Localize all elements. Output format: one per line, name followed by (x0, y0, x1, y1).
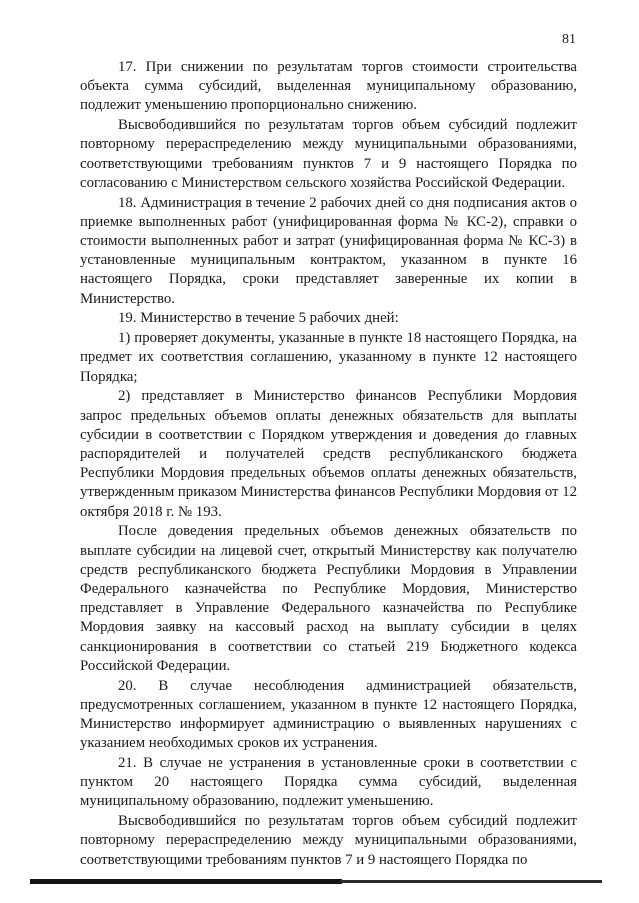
paragraph-19-after: После доведения предельных объемов денежных обязательств по выплате субсидии на лицевой счет, открытый Министерству как получателю средств республиканского бюджета Республики Мордовия в Управлении Федерального казначейства по Республике Мордовия, Министерство представляет в Управление Федерального казначейства по Республике Мордовия заявку на кассовый расход на выплату субсидии в целях санкционирования в соответствии со статьей 219 Бюджетного кодекса Российской Федерации. (80, 523, 577, 674)
paragraph-19-item-1: 1) проверяет документы, указанные в пункте 18 настоящего Порядка, на предмет их соответствия соглашению, указанному в пункте 12 настоящего Порядка; (80, 330, 577, 385)
paragraph-17: 17. При снижении по результатам торгов стоимости строительства объекта сумма субсидий, выделенная муниципальному образованию, подлежит уменьшению пропорционально снижению. (80, 59, 577, 114)
paragraph-21-redistribution: Высвободившийся по результатам торгов объем субсидий подлежит повторному перераспределению между муниципальными образованиями, соответствующими требованиям пунктов 7 и 9 настоящего Порядка по (80, 813, 577, 868)
paragraph-21: 21. В случае не устранения в установленные сроки в соответствии с пунктом 20 настоящего Порядка сумма субсидий, выделенная муниципальному образованию, подлежит уменьшению. (80, 755, 577, 810)
paragraph-17-redistribution: Высвободившийся по результатам торгов объем субсидий подлежит повторному перераспределению между муниципальными образованиями, соответствующими требованиям пунктов 7 и 9 настоящего Порядка по согласованию с Министерством сельского хозяйства Российской Федерации. (80, 117, 577, 191)
paragraph-20: 20. В случае несоблюдения администрацией обязательств, предусмотренных соглашением, указанном в пункте 12 настоящего Порядка, Министерство информирует администрацию о выявленных нарушениях с указанием необходимых сроков их устранения. (80, 677, 577, 752)
paragraph-19-item-2: 2) представляет в Министерство финансов Республики Мордовия запрос предельных объемов оплаты денежных обязательств для выплаты субсидии в соответствии с Порядком утверждения и доведения до главных распорядителей и получателей средств республиканского бюджета Республики Мордовия предельных объемов оплаты денежных обязательств, утвержденным приказом Министерства финансов Республики Мордовия от 12 октября 2018 г. № 193. (80, 388, 577, 520)
scan-bottom-edge-tail (340, 880, 602, 883)
scan-bottom-edge (30, 879, 342, 884)
document-body (80, 58, 577, 870)
paragraph-19: 19. Министерство в течение 5 рабочих дней: (118, 310, 399, 327)
page-number: 81 (562, 32, 576, 47)
paragraph-18: 18. Администрация в течение 2 рабочих дней со дня подписания актов о приемке выполненных работ (унифицированная форма № КС-2), справки о стоимости выполненных работ и затрат (унифицированная форма № КС-3) в установленные муниципальным контрактом, указанном в пункте 16 настоящего Порядка, сроки представляет заверенные их копии в Министерство. (80, 194, 577, 307)
